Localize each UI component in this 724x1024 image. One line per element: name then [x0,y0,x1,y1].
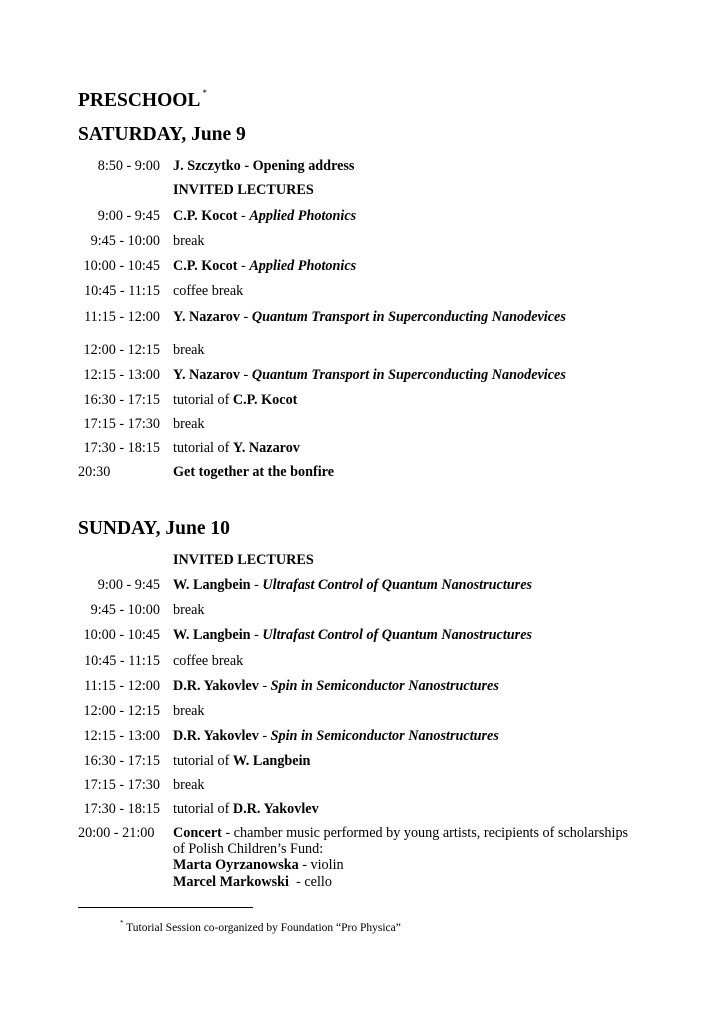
lecture-title: Quantum Transport in Superconducting Nanodevices [251,367,566,383]
row-content [173,801,319,818]
saturday-heading: SATURDAY, June 9 [78,124,246,145]
break-label: break [173,342,205,358]
speaker-name: W. Langbein [173,577,251,593]
row-content [173,777,205,794]
row-time: 20:00 - 21:00 [78,825,155,841]
preschool-heading [78,87,207,111]
row-content [173,464,334,481]
row-time: 17:30 - 18:15 [83,801,160,817]
tutor-name: W. Langbein [232,753,311,769]
concert-label: Concert [173,825,222,841]
row-time: 9:00 - 9:45 [97,577,160,593]
row-content [173,158,354,175]
lecture-title: Applied Photonics [249,258,357,274]
row-time: 12:00 - 12:15 [83,703,160,719]
row-content [173,342,205,359]
row-content [173,416,205,433]
performer-name: Marta Oyrzanowska [173,857,299,873]
break-label: break [173,777,205,793]
performer-2 [173,874,332,891]
tutorial-prefix: tutorial of [173,801,233,817]
row-content [173,309,566,326]
separator: - [240,158,253,174]
row-content [173,283,243,300]
row-time: 16:30 - 17:15 [83,753,160,769]
speaker-name: D.R. Yakovlev [173,728,259,744]
event-title: Opening address [252,158,355,174]
separator: - [250,577,263,593]
lecture-title: Spin in Semiconductor Nanostructures [270,678,499,694]
event-title: Get together at the bonfire [173,464,335,480]
separator: - [237,258,250,274]
speaker-name: Y. Nazarov [173,309,240,325]
separator: - [240,367,252,383]
break-label: break [173,602,205,618]
speaker-name: Y. Nazarov [173,367,240,383]
performer-1 [173,857,344,874]
break-label: coffee break [173,653,244,669]
separator: - [258,678,271,694]
row-content [173,577,532,594]
row-time: 10:00 - 10:45 [83,627,160,643]
footnote-marker: * [120,919,124,927]
footnote-marker: * [202,87,207,98]
lecture-title: Spin in Semiconductor Nanostructures [270,728,499,744]
preschool-title: PRESCHOOL [78,90,201,111]
performer-instrument: - violin [298,857,344,873]
tutorial-prefix: tutorial of [173,753,233,769]
lecture-title: Quantum Transport in Superconducting Nanodevices [251,309,566,325]
footnote-text: Tutorial Session co-organized by Foundation “Pro Physica” [123,921,401,934]
row-time: 12:15 - 13:00 [83,728,160,744]
speaker-name: C.P. Kocot [173,258,238,274]
row-time: 8:50 - 9:00 [97,158,160,174]
row-time: 17:30 - 18:15 [83,440,160,456]
row-time: 17:15 - 17:30 [83,416,160,432]
footnote [120,920,401,934]
tutorial-prefix: tutorial of [173,440,233,456]
performer-name: Marcel Markowski [173,874,289,890]
row-time: 9:00 - 9:45 [97,208,160,224]
speaker-name: D.R. Yakovlev [173,678,259,694]
tutor-name: C.P. Kocot [232,392,298,408]
lecture-title: Ultrafast Control of Quantum Nanostructures [262,577,533,593]
concert-line-1 [173,825,628,842]
speaker-name: W. Langbein [173,627,251,643]
row-content [173,233,205,250]
concert-line-2: of Polish Children’s Fund: [173,841,324,857]
row-time: 9:45 - 10:00 [90,602,160,618]
separator: - [250,627,263,643]
tutor-name: D.R. Yakovlev [232,801,319,817]
speaker-name: J. Szczytko [173,158,241,174]
row-content [173,258,356,275]
row-content [173,392,297,409]
row-content [173,602,205,619]
row-content [173,440,300,457]
separator: - [240,309,252,325]
row-content [173,653,243,670]
footnote-divider [78,907,253,908]
lecture-title: Ultrafast Control of Quantum Nanostructures [262,627,533,643]
row-time: 17:15 - 17:30 [83,777,160,793]
row-content [173,627,532,644]
row-time: 20:30 [78,464,111,480]
break-label: coffee break [173,283,244,299]
lecture-title: Applied Photonics [249,208,357,224]
tutorial-prefix: tutorial of [173,392,233,408]
row-content [173,208,356,225]
row-time: 10:45 - 11:15 [84,653,160,669]
performer-instrument: - cello [288,874,332,890]
row-time: 10:45 - 11:15 [84,283,160,299]
row-time: 16:30 - 17:15 [83,392,160,408]
separator: - [237,208,250,224]
row-time: 9:45 - 10:00 [90,233,160,249]
speaker-name: C.P. Kocot [173,208,238,224]
row-content [173,703,205,720]
row-time: 11:15 - 12:00 [84,309,160,325]
sunday-heading: SUNDAY, June 10 [78,518,230,539]
row-time: 12:00 - 12:15 [83,342,160,358]
row-time: 12:15 - 13:00 [83,367,160,383]
row-content [173,367,566,384]
row-time: 10:00 - 10:45 [83,258,160,274]
row-content [173,753,310,770]
break-label: break [173,233,205,249]
row-content [173,678,499,695]
separator: - [258,728,271,744]
break-label: break [173,416,205,432]
invited-lectures-label: INVITED LECTURES [173,552,314,568]
row-content [173,728,499,745]
tutor-name: Y. Nazarov [232,440,300,456]
break-label: break [173,703,205,719]
invited-lectures-label: INVITED LECTURES [173,182,314,198]
concert-description: - chamber music performed by young artists, recipients of scholarships [221,825,629,841]
row-time: 11:15 - 12:00 [84,678,160,694]
